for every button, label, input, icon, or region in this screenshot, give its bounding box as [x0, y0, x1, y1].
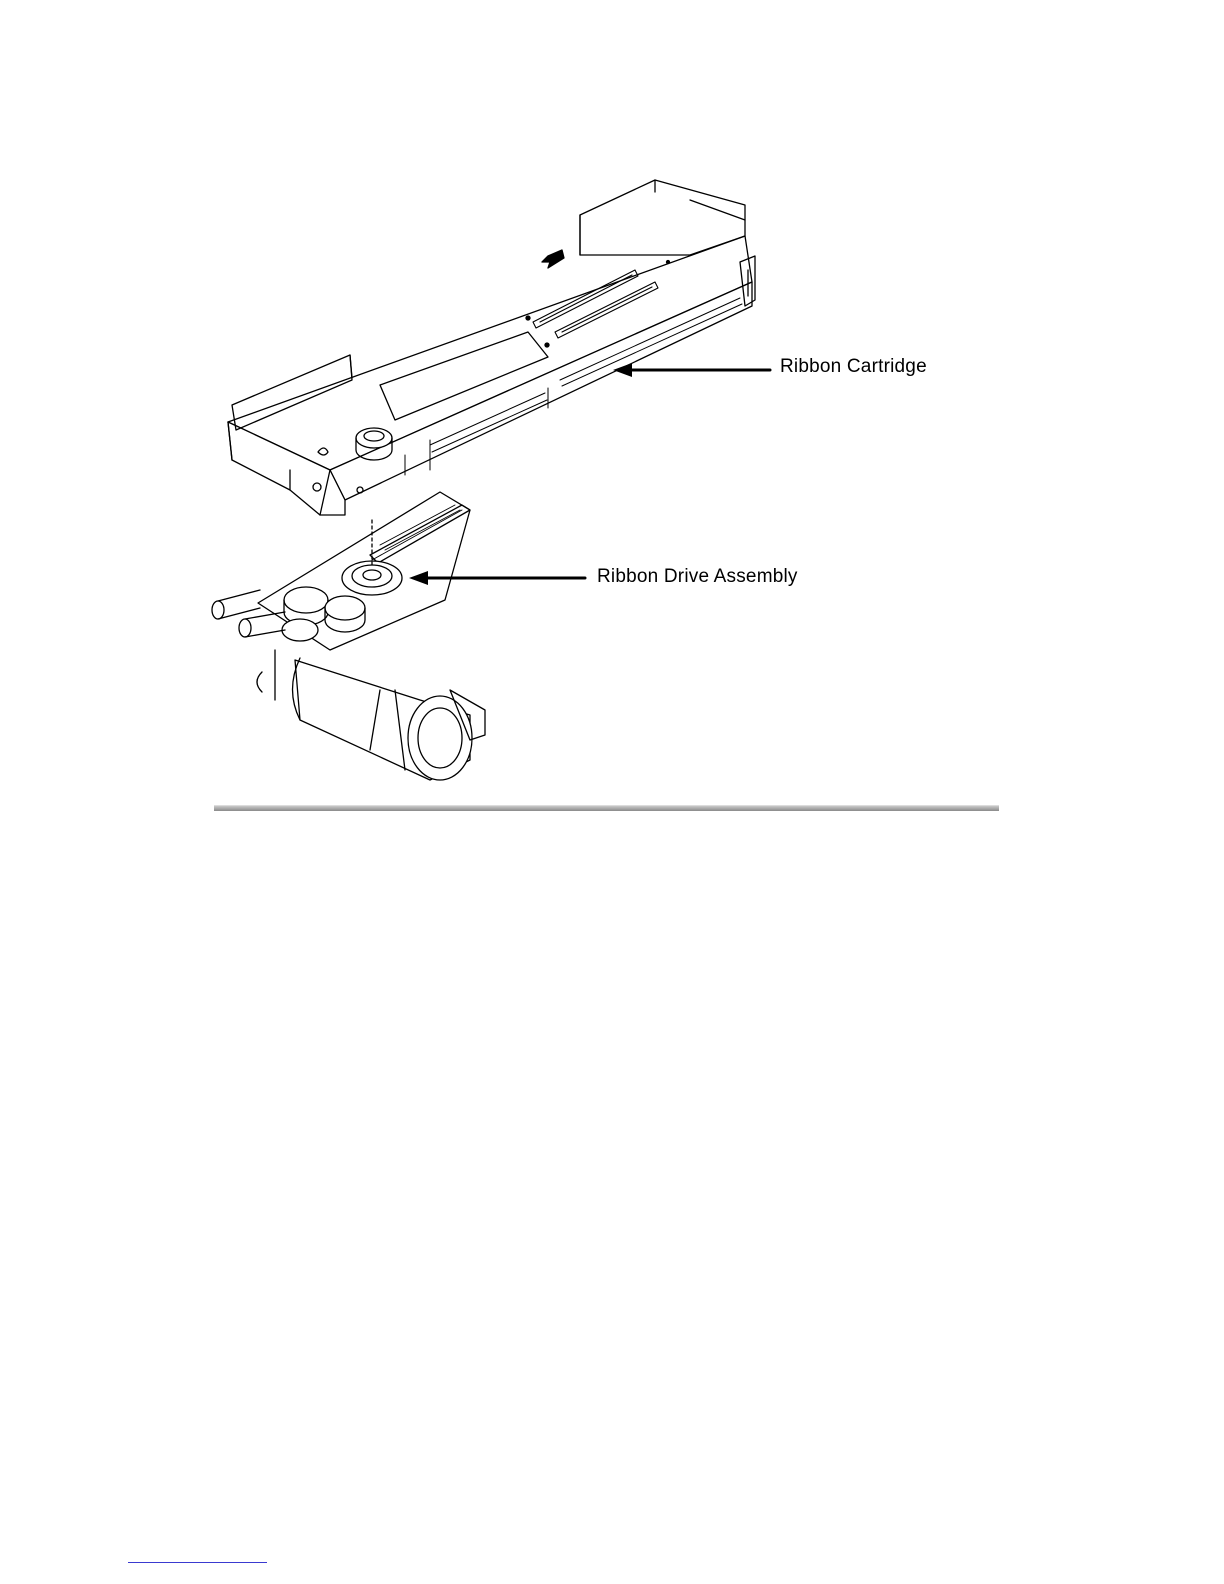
ribbon-drive-assembly [212, 492, 485, 780]
ribbon-cartridge-label: Ribbon Cartridge [780, 356, 927, 377]
horizontal-rule [214, 805, 999, 811]
callout-arrow-ribbon-cartridge [613, 363, 770, 377]
footer-link-underline[interactable] [128, 1562, 267, 1563]
ribbon-cartridge [228, 180, 755, 515]
ribbon-drive-assembly-label: Ribbon Drive Assembly [597, 566, 798, 587]
